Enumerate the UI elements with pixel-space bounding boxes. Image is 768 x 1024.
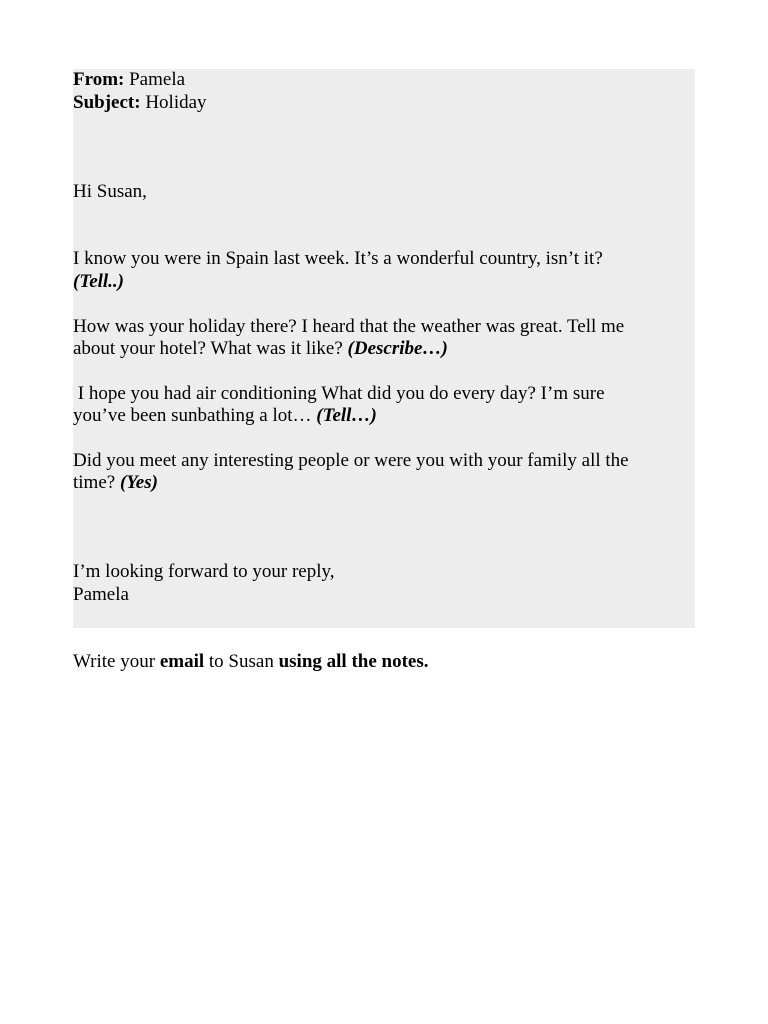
paragraph-2-text: about your hotel? What was it like?: [73, 338, 343, 359]
signature: Pamela: [73, 584, 129, 605]
paragraph-3-line-1: I hope you had air conditioning What did you do every day? I’m sure: [73, 383, 605, 404]
paragraph-4-line-1: Did you meet any interesting people or were you with your family all the: [73, 450, 629, 471]
from-value: Pamela: [129, 69, 186, 90]
paragraph-2-line-1: How was your holiday there? I heard that the weather was great. Tell me: [73, 316, 625, 337]
subject-line: [73, 92, 207, 114]
greeting: Hi Susan,: [73, 181, 147, 202]
paragraph-2-line-2: [73, 338, 448, 360]
instruction-email: email: [159, 651, 205, 672]
paragraph-3-note: (Tell…): [316, 405, 377, 426]
closing: I’m looking forward to your reply,: [73, 561, 335, 582]
paragraph-4-text: time?: [73, 472, 116, 493]
paragraph-2-note: (Describe…): [347, 338, 448, 359]
paragraph-1-note: (Tell..): [73, 271, 125, 292]
subject-value: Holiday: [145, 92, 207, 113]
paragraph-3-line-2: [73, 405, 377, 427]
paragraph-3-text: you’ve been sunbathing a lot…: [73, 405, 312, 426]
paragraph-1-line-1: I know you were in Spain last week. It’s a wonderful country, isn’t it?: [73, 248, 603, 269]
instruction-part-3: to Susan: [204, 651, 279, 672]
from-label: From:: [73, 69, 125, 90]
email-box: [73, 69, 695, 628]
paragraph-4-note: (Yes): [119, 472, 158, 493]
instruction: [73, 651, 429, 673]
from-line: [73, 69, 185, 91]
subject-label: Subject:: [73, 92, 141, 113]
paragraph-4-line-2: [73, 472, 158, 494]
instruction-notes: using all the notes.: [278, 651, 429, 672]
instruction-part-1: Write your: [73, 651, 160, 672]
